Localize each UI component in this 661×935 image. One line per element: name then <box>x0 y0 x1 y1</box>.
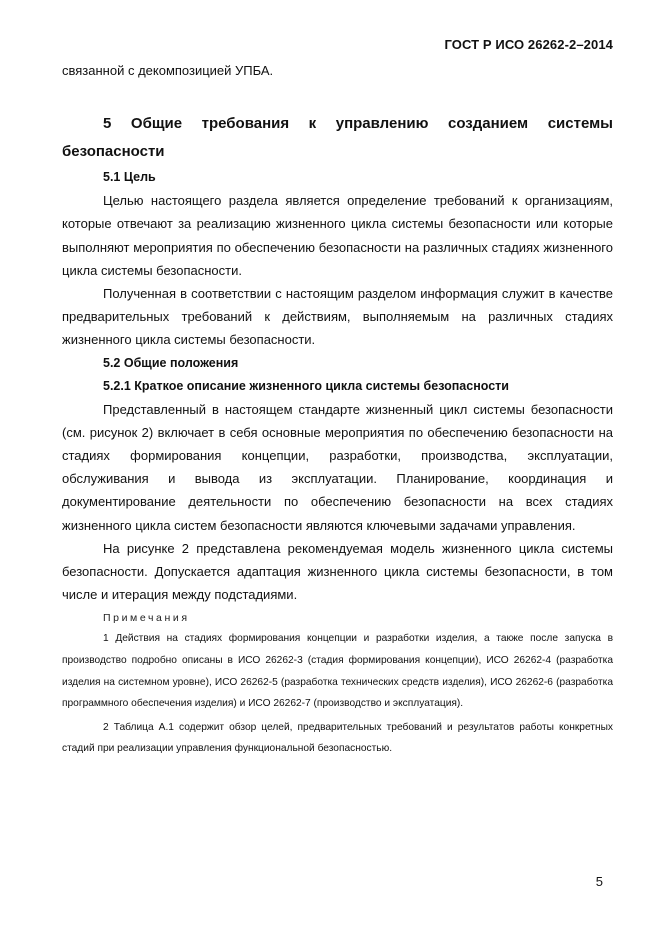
page-number: 5 <box>595 874 603 889</box>
section-5-2-1-paragraph-2: На рисунке 2 представлена рекомендуемая модель жизненного цикла системы безопасности. Допускается адаптация жизненного цикла системы безопасности, в том числе и итерация между подстадиями. <box>62 540 613 603</box>
standard-header: ГОСТ Р ИСО 26262-2–2014 <box>444 37 613 52</box>
section-5-heading: 5 Общие требования к управлению созданием системы безопасности <box>62 115 613 161</box>
continuation-text: связанной с декомпозицией УПБА. <box>62 63 274 78</box>
section-5-1-heading: 5.1 Цель <box>103 170 156 185</box>
section-5-1-paragraph-2: Полученная в соответствии с настоящим разделом информация служит в качестве предварительных требований к действиям, выполняемым на различных стадиях жизненного цикла системы безопасности. <box>62 286 613 348</box>
section-5-1-paragraph-1: Целью настоящего раздела является определение требований к организациям, которые отвечают за реализацию жизненного цикла системы безопасности или которые выполняют мероприятия по обеспечению безопасности на различных стадиях жизненного цикла системы безопасности. <box>62 193 613 278</box>
section-5-2-heading: 5.2 Общие положения <box>103 355 239 370</box>
section-5-2-1-heading: 5.2.1 Краткое описание жизненного цикла системы безопасности <box>103 378 509 393</box>
section-5-2-1-paragraph-1: Представленный в настоящем стандарте жизненный цикл системы безопасности (см. рисунок 2) включает в себя основные мероприятия по обеспечению безопасности на стадиях формирования концепции, разработки, производства, эксплуатации, обслуживания и вывода из эксплуатации. Планирование, координация и документирование деятельности по обеспечению безопасности на всех стадиях жизненного цикла систем безопасности являются ключевыми задачами управления. <box>62 401 613 533</box>
page-content <box>62 59 613 760</box>
note-1: 1 Действия на стадиях формирования концепции и разработки изделия, а также после запуска в производство подробно описаны в ИСО 26262-3 (стадия формирования концепции), ИСО 26262-4 (разработка изделия на системном уровне), ИСО 26262-5 (разработка технических средств изделия), ИСО 26262-6 (разработка программного обеспечения изделия) и ИСО 26262-7 (производство и эксплуатация). <box>62 633 613 710</box>
note-2: 2 Таблица А.1 содержит обзор целей, предварительных требований и результатов работы конкретных стадий при реализации управления функциональной безопасностью. <box>62 721 613 755</box>
notes-title: Примечания <box>103 612 190 625</box>
